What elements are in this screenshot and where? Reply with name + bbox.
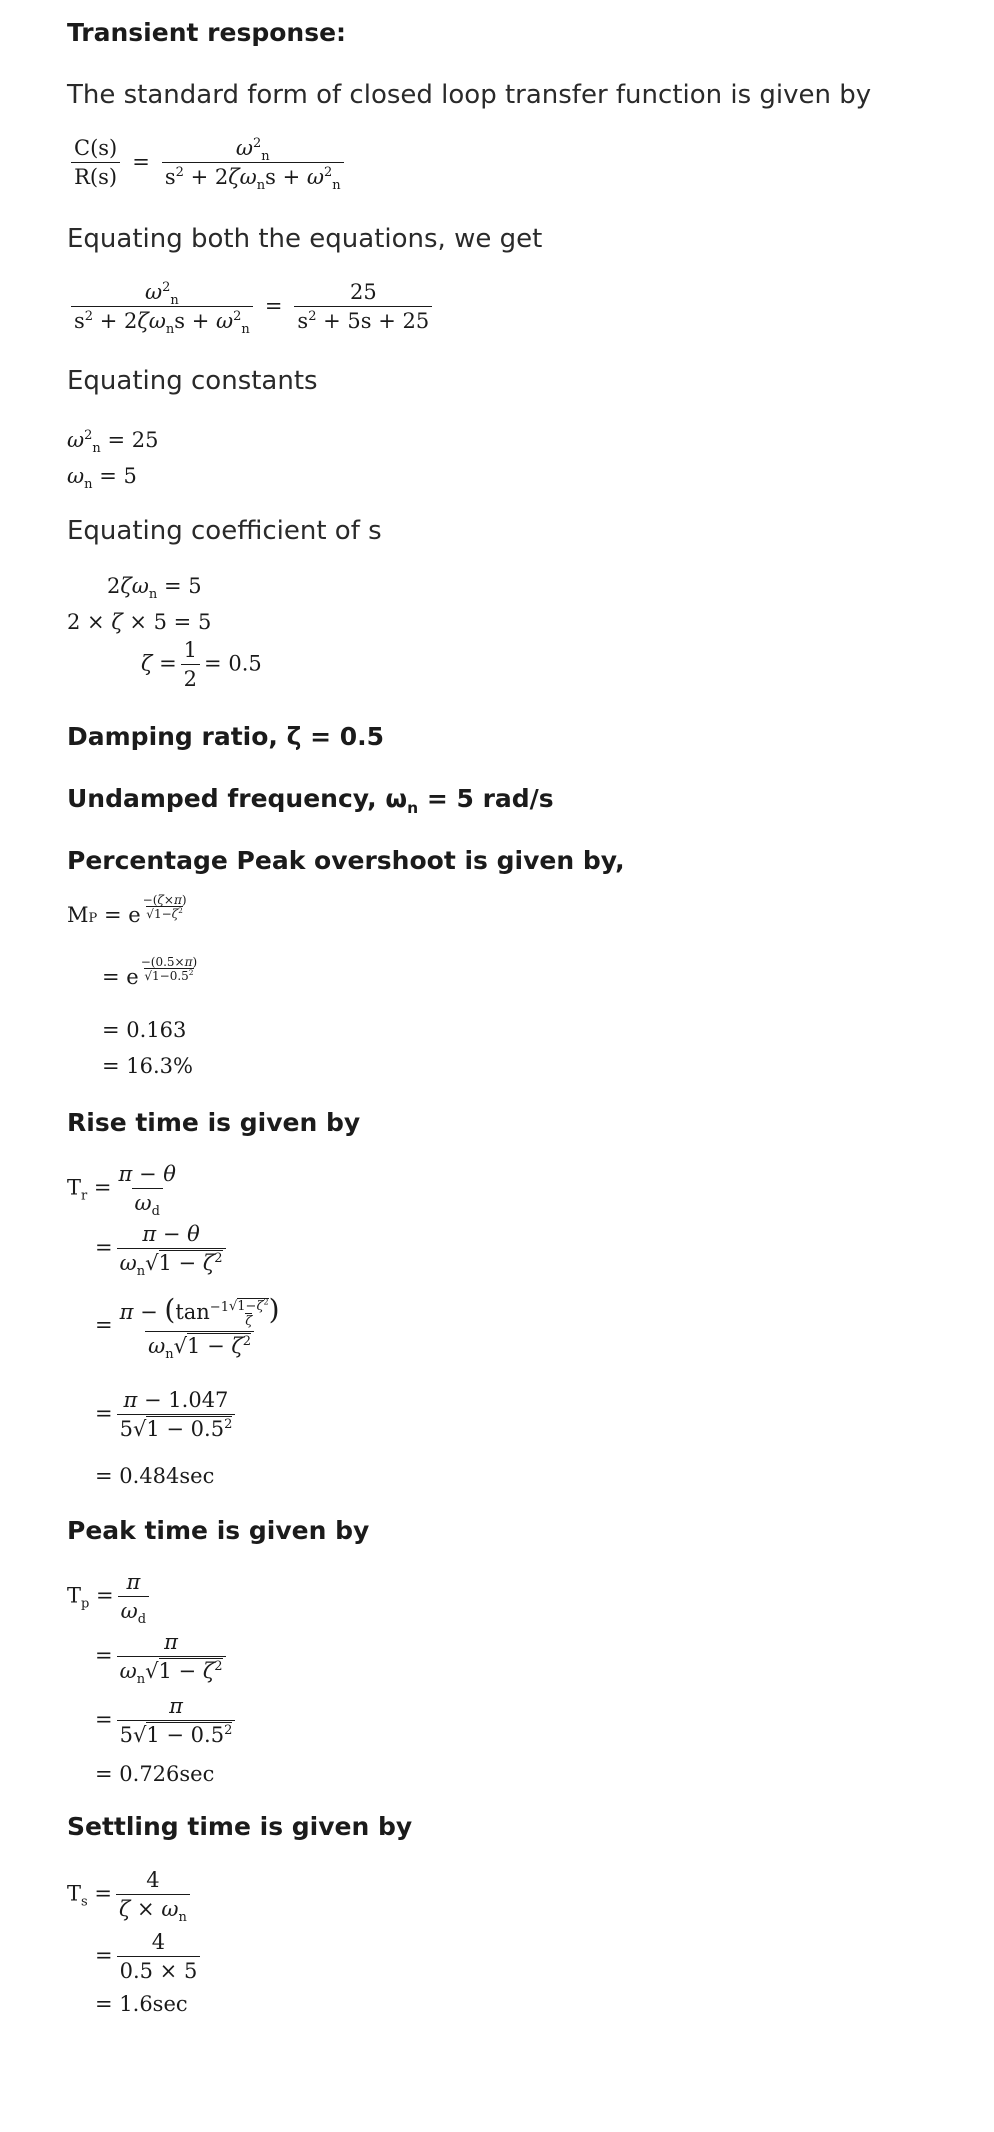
rise-time-eq-2: = $\frac{\pi - \theta}{\omega_n√1 - \zeta^2}$: [95, 1224, 230, 1274]
settling-time-result: = 1.6sec: [95, 1992, 188, 2016]
mp-decimal-value: 0.163: [126, 1018, 187, 1042]
undamped-frequency-prefix: Undamped frequency, ω: [67, 784, 408, 813]
settling-time-value: 1.6sec: [119, 1992, 188, 2016]
transient-response-heading: Transient response:: [67, 18, 347, 47]
mp-formula: MP = e $\frac{-(\zeta\times\pi)}{√1-\zeta^2}$: [67, 893, 187, 927]
settling-time-heading: Settling time is given by: [67, 1812, 413, 1841]
settling-num-2: 4: [151, 1930, 166, 1954]
zeta-result-eq: ζ = $\frac{1}{2}$ = 0.5: [141, 638, 262, 691]
omega-squared-line: $\omega^2_n = 25$: [67, 428, 159, 457]
mp-decimal-line: = 0.163: [102, 1018, 187, 1042]
standard-form-text: The standard form of closed loop transfer function is given by: [67, 80, 872, 110]
equating-coefficient-text: Equating coefficient of s: [67, 516, 382, 546]
equating-both-equation: $\frac{\omega^2_n}{s^2 + 2\zeta\omega_ns + \omega^2_n}$ = $\frac{25}{s^2 + 5s + 25}$: [67, 282, 436, 332]
rise-time-result: = 0.484sec: [95, 1464, 215, 1488]
mp-percent-value: 16.3%: [126, 1054, 193, 1078]
zeta-fraction-num: 1: [183, 638, 198, 662]
rise-time-value: 0.484sec: [119, 1464, 215, 1488]
peak-overshoot-heading: Percentage Peak overshoot is given by,: [67, 846, 625, 875]
rise-time-eq-1: $T_r$ = $\frac{\pi - \theta}{\omega_d}$: [67, 1162, 176, 1220]
omega-line: $\omega_n = 5$: [67, 464, 137, 493]
rise-time-eq-3: = $\pi - (\tan^{-1}$ $\frac{√1-\zeta^2}{\zeta}$ ) $\omega_n√1 - \zeta^2$: [95, 1293, 280, 1362]
settling-num-1: 4: [146, 1868, 160, 1892]
mp-percent-line: = 16.3%: [102, 1054, 193, 1078]
omega-squared-value: 25: [131, 428, 159, 452]
mp-substituted: = e $\frac{-(0.5\times\pi)}{√1-0.5^2}$: [102, 955, 198, 989]
coefficient-eq-1: $2\zeta\omega_n = 5$: [107, 574, 202, 603]
equating-constants-text: Equating constants: [67, 366, 318, 396]
omega-value: 5: [123, 464, 137, 488]
peak-time-eq-1: $T_p$ = $\frac{\pi}{\omega_d}$: [67, 1572, 153, 1622]
zeta-value: 0.5: [228, 651, 262, 676]
peak-time-heading: Peak time is given by: [67, 1516, 370, 1545]
undamped-frequency-sub: n: [407, 799, 419, 817]
settling-time-eq-2: = $\frac{4}{0.5 \times 5}$: [95, 1932, 204, 1982]
peak-time-result: = 0.726sec: [95, 1762, 215, 1786]
undamped-frequency-heading: [67, 784, 554, 817]
damping-ratio-heading: Damping ratio, ζ = 0.5: [67, 722, 385, 751]
zeta-fraction-den: 2: [181, 664, 200, 690]
standard-form-equation: $\frac{C(s)}{R(s)}$ = $\frac{\omega^2_n}{s^2 + 2\zeta\omega_ns + \omega^2_n}$: [67, 138, 348, 188]
settling-time-eq-1: $T_s$ = $\frac{4}{\zeta \times \omega_n}$: [67, 1870, 194, 1920]
undamped-frequency-suffix: = 5 rad/s: [418, 784, 554, 813]
coefficient-eq-2: 2 × ζ × 5 = 5: [67, 610, 212, 634]
equating-both-text: Equating both the equations, we get: [67, 224, 543, 254]
peak-time-eq-3: = $\frac{\pi}{5√1 - 0.5^2}$: [95, 1696, 239, 1746]
peak-time-eq-2: = $\frac{\pi}{\omega_n√1 - \zeta^2}$: [95, 1632, 230, 1682]
rise-time-eq-4: = $\frac{\pi - 1.047}{5√1 - 0.5^2}$: [95, 1390, 239, 1440]
peak-time-value: 0.726sec: [119, 1762, 215, 1786]
rise-time-heading: Rise time is given by: [67, 1108, 361, 1137]
rise-numeric-num: 1.047: [168, 1388, 229, 1412]
